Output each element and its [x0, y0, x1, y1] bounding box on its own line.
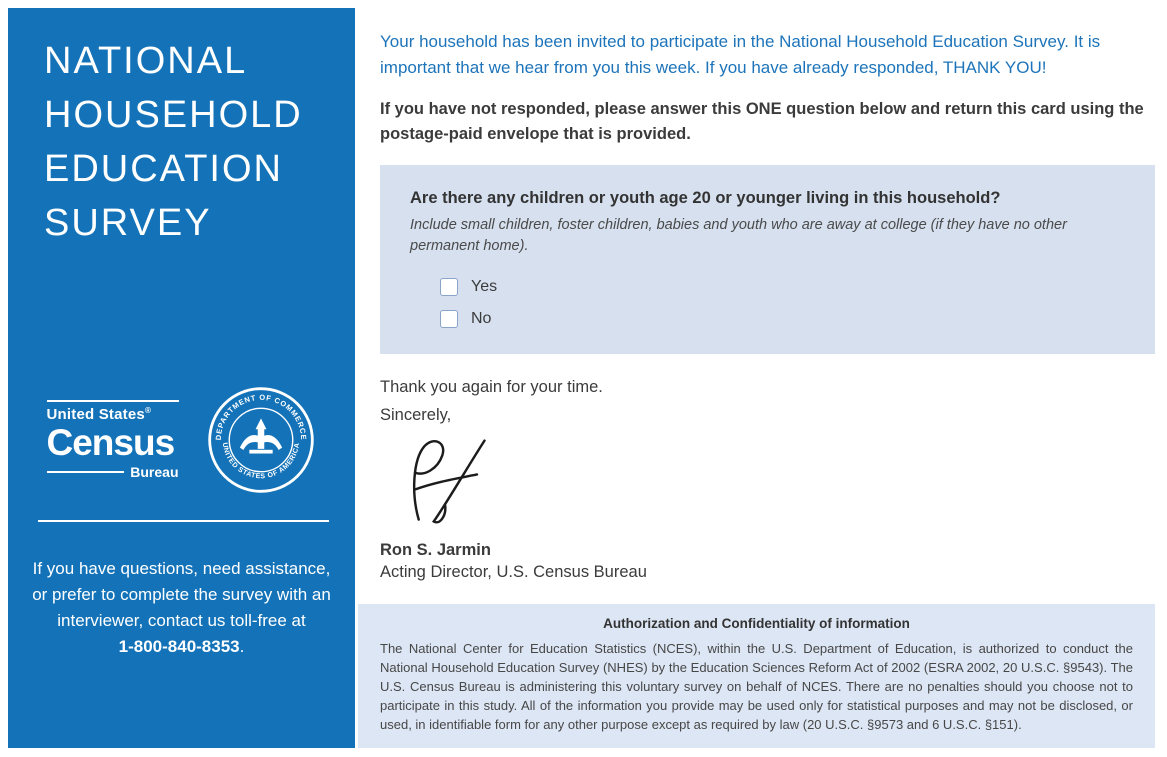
- census-bureau-logo: [47, 400, 179, 480]
- title-line-1: NATIONAL: [44, 40, 248, 82]
- census-logo-wordmark: Census: [46, 422, 175, 463]
- thanks-text: Thank you again for your time.: [380, 378, 603, 396]
- confidentiality-notice: [358, 604, 1155, 748]
- instruction-text: If you have not responded, please answer this ONE question below and return this card using the postage-paid envelope that is provided.: [380, 100, 1144, 143]
- census-logo-bureau-rule: [47, 471, 125, 473]
- seal-top-text: DEPARTMENT OF COMMERCE: [213, 392, 308, 441]
- census-logo-bureau: Bureau: [130, 464, 179, 480]
- seal-eagle-emblem: [240, 419, 281, 453]
- phone-number: 1-800-840-8353: [118, 637, 240, 656]
- title-line-3: EDUCATION: [44, 148, 283, 190]
- question-text: Are there any children or youth age 20 or younger living in this household?: [410, 189, 1001, 207]
- sidebar: [8, 8, 355, 748]
- census-logo-bureau-row: [47, 464, 179, 480]
- invitation-text: Your household has been invited to participate in the National Household Education Survey. It is important that we hear from you this week. If you have already responded, THANK YOU!: [380, 32, 1101, 77]
- department-of-commerce-seal-icon: [205, 384, 317, 496]
- seal-bottom-text: UNITED STATES OF AMERICA: [220, 442, 301, 481]
- yes-checkbox[interactable]: [440, 278, 458, 296]
- no-checkbox[interactable]: [440, 310, 458, 328]
- registered-mark: ®: [144, 406, 152, 415]
- census-logo-rule: [47, 400, 179, 402]
- no-label: No: [471, 310, 492, 327]
- signature-image: [386, 435, 536, 529]
- phone-suffix: .: [239, 637, 245, 656]
- logo-row: [8, 384, 355, 496]
- contact-sentence: If you have questions, need assistance, or prefer to complete the survey with an interviewer, contact us toll-free at: [32, 559, 331, 630]
- title-line-4: SURVEY: [44, 202, 212, 244]
- question-note: Include small children, foster children, babies and youth who are away at college (if they have no other permanent home).: [410, 217, 1067, 254]
- closing-text: Sincerely,: [380, 406, 452, 424]
- census-logo-united-states: United States®: [46, 406, 152, 423]
- phone-line: [28, 634, 335, 660]
- notice-title: Authorization and Confidentiality of information: [603, 616, 910, 631]
- option-no: [440, 310, 1125, 328]
- survey-title: [44, 34, 303, 250]
- contact-text: [28, 556, 335, 660]
- sidebar-divider: [38, 520, 329, 522]
- option-yes: [440, 278, 1125, 296]
- signer-name: Ron S. Jarmin: [380, 541, 491, 559]
- signer-title: Acting Director, U.S. Census Bureau: [380, 563, 647, 581]
- title-line-2: HOUSEHOLD: [44, 94, 303, 136]
- yes-label: Yes: [471, 278, 498, 295]
- main-content: [380, 0, 1155, 582]
- question-box: [380, 165, 1155, 354]
- notice-body: The National Center for Education Statistics (NCES), within the U.S. Department of Education, is authorized to conduct the National Household Education Survey (NHES) by the Education Sciences Reform Act of 2002 (ESRA 2002, 20 U.S.C. §9543). The U.S. Census Bureau is administering this voluntary survey on behalf of NCES. There are no penalties should you choose not to participate in this study. All of the information you provide may be used only for statistical purposes and may not be disclosed, or used, in identifiable form for any other purpose except as required by law (20 U.S.C. §9573 and 6 U.S.C. §151).: [380, 641, 1133, 732]
